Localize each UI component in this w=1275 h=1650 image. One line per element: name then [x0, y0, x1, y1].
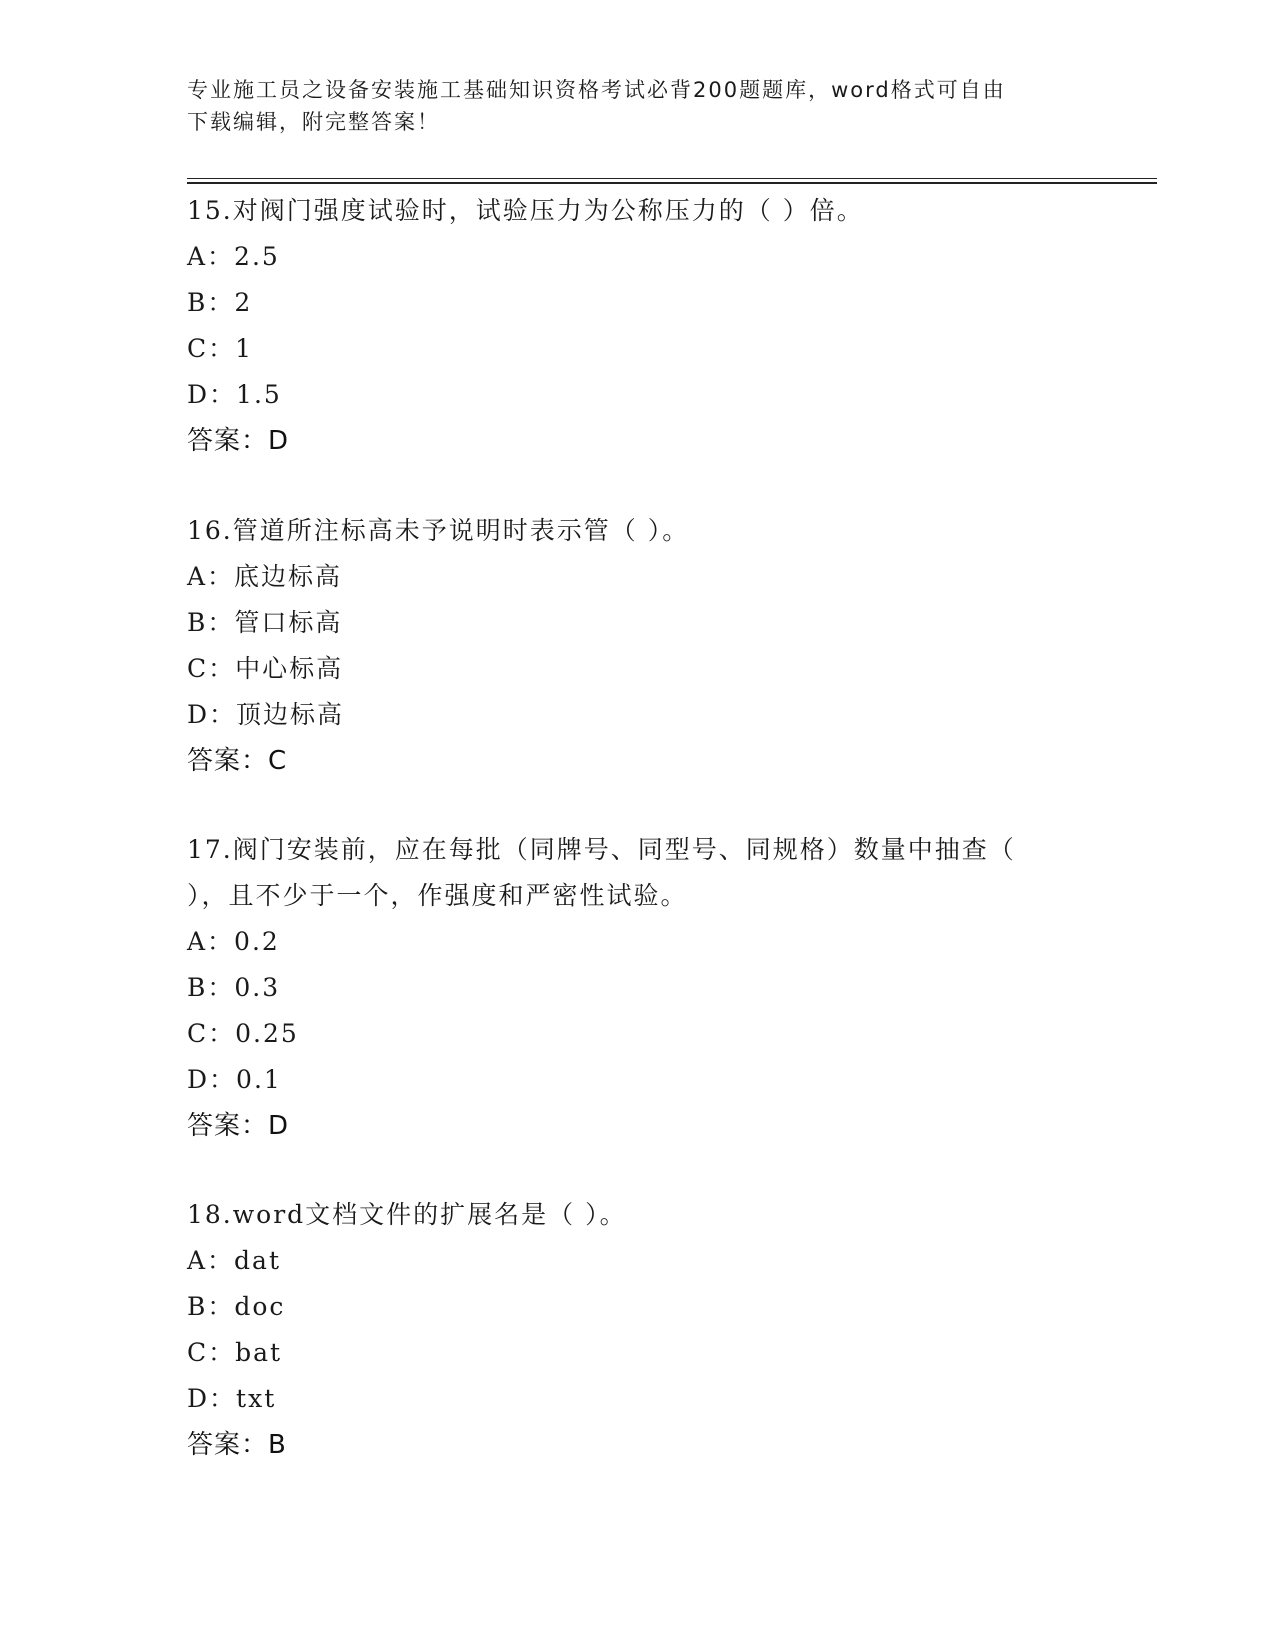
option-b: B：管口标高	[187, 608, 343, 637]
option-b: B：doc	[187, 1292, 286, 1321]
option-a: A：底边标高	[187, 562, 343, 591]
option-c: C：1	[187, 334, 254, 363]
option-d: D：0.1	[187, 1065, 282, 1094]
answer: 答案：D	[187, 426, 290, 456]
header-divider-thin	[187, 178, 1157, 179]
question-text-line-2: ），且不少于一个，作强度和严密性试验。	[187, 881, 688, 910]
option-c: C：0.25	[187, 1019, 299, 1048]
question-18	[187, 1192, 1087, 1468]
option-c: C：中心标高	[187, 654, 344, 683]
question-text: 15.对阀门强度试验时，试验压力为公称压力的（ ）倍。	[187, 196, 864, 225]
option-a: A：0.2	[187, 927, 280, 956]
header-line-2: 下载编辑，附完整答案！	[187, 110, 440, 134]
option-d: D：顶边标高	[187, 700, 345, 729]
answer: 答案：B	[187, 1430, 287, 1460]
option-a: A：2.5	[187, 242, 280, 271]
option-b: B：2	[187, 288, 253, 317]
option-c: C：bat	[187, 1338, 283, 1367]
question-16	[187, 508, 1087, 784]
document-header	[187, 74, 1087, 138]
header-divider-thick	[187, 182, 1157, 184]
question-text: 18.word文档文件的扩展名是（ ）。	[187, 1200, 627, 1229]
question-15	[187, 188, 1087, 464]
answer: 答案：D	[187, 1111, 290, 1141]
option-d: D：1.5	[187, 380, 282, 409]
answer: 答案：C	[187, 746, 288, 776]
option-d: D：txt	[187, 1384, 277, 1413]
question-17	[187, 827, 1087, 1149]
question-text-line-1: 17.阀门安装前，应在每批（同牌号、同型号、同规格）数量中抽查（	[187, 835, 1016, 864]
question-text: 16.管道所注标高未予说明时表示管（ ）。	[187, 516, 690, 545]
option-a: A：dat	[187, 1246, 282, 1275]
header-line-1: 专业施工员之设备安装施工基础知识资格考试必背200题题库，word格式可自由	[187, 78, 1006, 102]
option-b: B：0.3	[187, 973, 281, 1002]
